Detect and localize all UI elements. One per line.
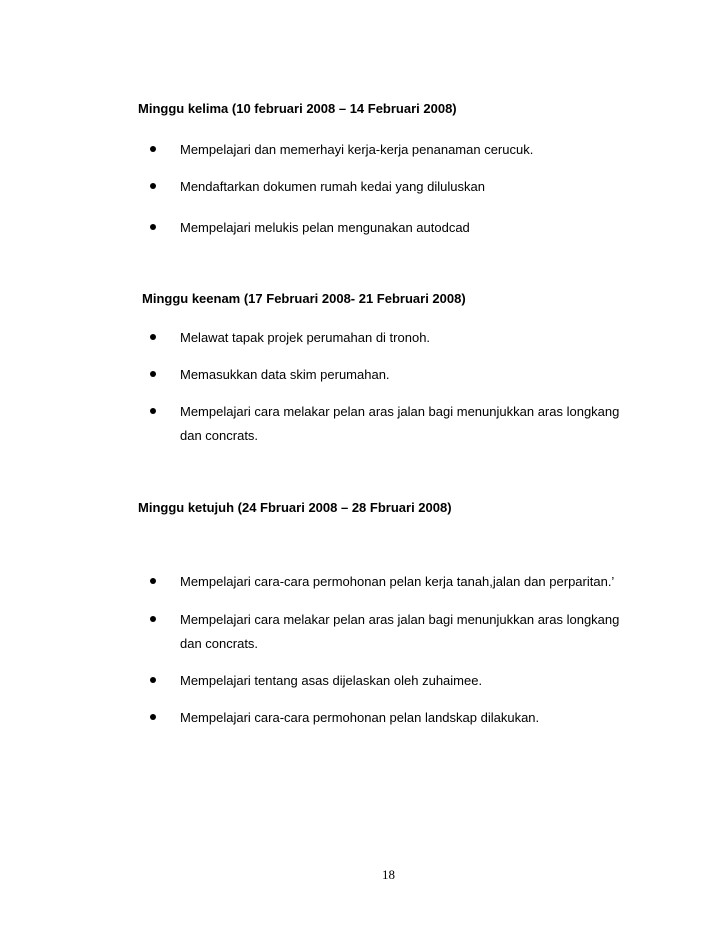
list-item-text: Memasukkan data skim perumahan.	[180, 367, 390, 382]
bullet-icon	[150, 714, 156, 720]
list-item-text: Mempelajari cara-cara permohonan pelan landskap dilakukan.	[180, 710, 540, 725]
bullet-icon	[150, 371, 156, 377]
page-number: 18	[382, 867, 395, 882]
list-item-text: Mempelajari cara melakar pelan aras jalan bagi menunjukkan aras longkang dan concrats.	[180, 404, 620, 443]
section-heading-week-5: Minggu kelima (10 februari 2008 – 14 Februari 2008)	[138, 101, 457, 116]
section-heading-week-7: Minggu ketujuh (24 Fbruari 2008 – 28 Fbruari 2008)	[138, 500, 452, 515]
list-item-text: Mempelajari melukis pelan mengunakan autodcad	[180, 220, 470, 235]
bullet-icon	[150, 183, 156, 189]
list-item-text: Mempelajari cara melakar pelan aras jalan bagi menunjukkan aras longkang dan concrats.	[180, 612, 620, 651]
list-item-text: Mempelajari tentang asas dijelaskan oleh zuhaimee.	[180, 673, 483, 688]
bullet-icon	[150, 408, 156, 414]
list-item-text: Mendaftarkan dokumen rumah kedai yang diluluskan	[180, 179, 485, 194]
bullet-icon	[150, 578, 156, 584]
section-heading-week-6: Minggu keenam (17 Februari 2008- 21 Februari 2008)	[142, 291, 466, 306]
bullet-icon	[150, 224, 156, 230]
list-item-text: Mempelajari dan memerhayi kerja-kerja penanaman cerucuk.	[180, 142, 534, 157]
bullet-icon	[150, 677, 156, 683]
list-item-text: Mempelajari cara-cara permohonan pelan kerja tanah,jalan dan perparitan.’	[180, 574, 615, 589]
list-item-text: Melawat tapak projek perumahan di tronoh.	[180, 330, 431, 345]
bullet-icon	[150, 334, 156, 340]
bullet-icon	[150, 146, 156, 152]
bullet-icon	[150, 616, 156, 622]
